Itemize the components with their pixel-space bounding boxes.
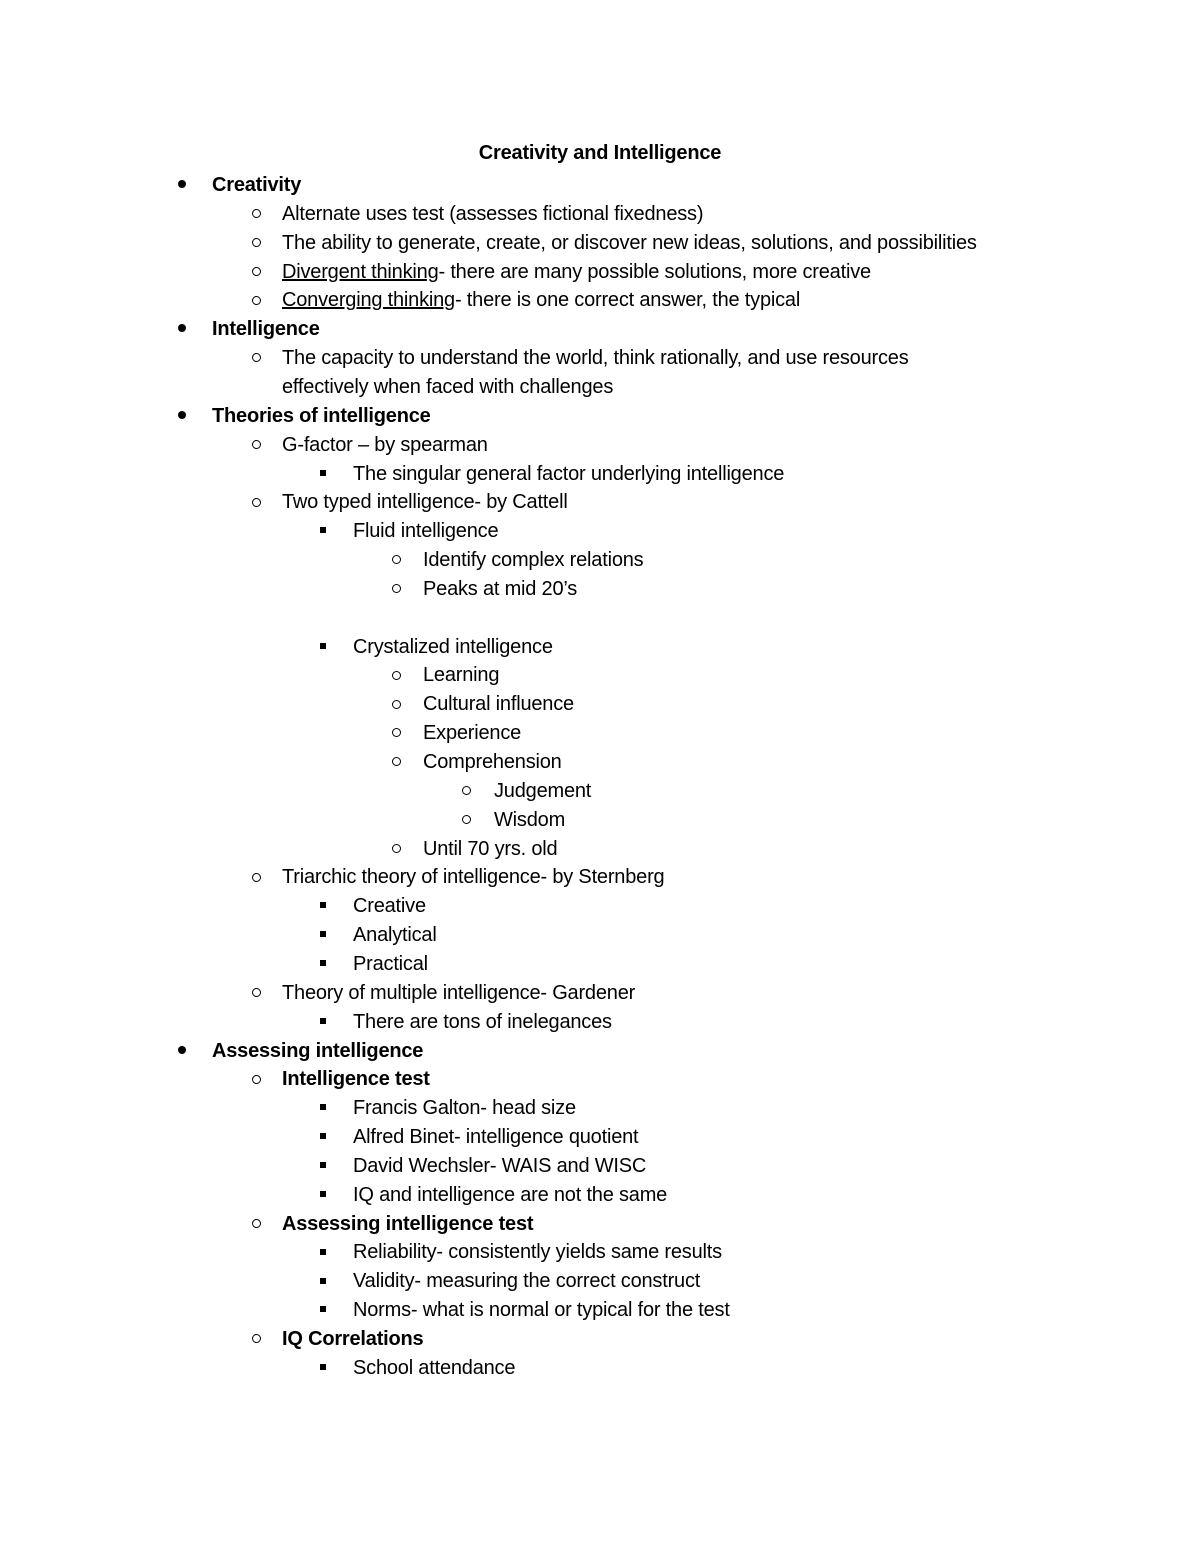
- list-item-text: [353, 1152, 646, 1181]
- bullet-dot-icon: [172, 1037, 192, 1066]
- bullet-square-icon: [313, 921, 333, 950]
- list-item-text: [353, 950, 428, 979]
- item-text: Cultural influence: [423, 693, 574, 716]
- item-text: Intelligence test: [282, 1068, 430, 1091]
- list-item: [0, 1008, 1200, 1037]
- list-item: [0, 690, 1200, 719]
- bullet-circle-icon: [246, 286, 266, 315]
- list-item-text: [282, 431, 488, 460]
- list-item-text: [282, 979, 635, 1008]
- list-item: [0, 517, 1200, 546]
- list-item: [0, 286, 1200, 315]
- list-item-text: [494, 806, 565, 835]
- item-text: Two typed intelligence- by Cattell: [282, 491, 568, 514]
- bullet-square-icon: [313, 892, 333, 921]
- list-item: [0, 1210, 1200, 1239]
- item-text: Analytical: [353, 924, 437, 947]
- list-item-text: [282, 488, 568, 517]
- list-item-text: [282, 1210, 533, 1239]
- list-item: [0, 777, 1200, 806]
- list-item: [0, 1037, 1200, 1066]
- list-item-text: [282, 344, 909, 373]
- item-text: The ability to generate, create, or discover new ideas, solutions, and possibilities: [282, 231, 977, 254]
- item-text: School attendance: [353, 1356, 516, 1379]
- item-text: Alfred Binet- intelligence quotient: [353, 1126, 639, 1149]
- list-item: [0, 460, 1200, 489]
- list-item-text: [353, 633, 553, 662]
- list-item: [0, 229, 1200, 258]
- list-item-text: [423, 835, 557, 864]
- item-text: IQ and intelligence are not the same: [353, 1183, 668, 1206]
- list-item-text: [423, 719, 521, 748]
- list-item-text: [353, 517, 498, 546]
- bullet-circle-icon: [246, 229, 266, 258]
- list-item-text: [423, 546, 643, 575]
- list-item: [0, 921, 1200, 950]
- bullet-circle-icon: [246, 1325, 266, 1354]
- bullet-circle-icon: [386, 575, 406, 604]
- item-text: Francis Galton- head size: [353, 1097, 576, 1120]
- bullet-square-icon: [313, 1296, 333, 1325]
- bullet-circle-icon: [386, 690, 406, 719]
- bullet-circle-icon: [246, 1210, 266, 1239]
- list-item: [0, 1238, 1200, 1267]
- list-item: [0, 1065, 1200, 1094]
- list-item-text: [423, 575, 577, 604]
- item-text: Learning: [423, 664, 500, 687]
- item-text: Wisdom: [494, 808, 566, 831]
- list-item-text: [212, 171, 301, 200]
- list-item: [0, 806, 1200, 835]
- document-title: Creativity and Intelligence: [478, 142, 722, 164]
- bullet-circle-icon: [456, 777, 476, 806]
- bullet-dot-icon: [172, 402, 192, 431]
- list-item-text: [423, 690, 574, 719]
- bullet-square-icon: [313, 633, 333, 662]
- list-item: [0, 402, 1200, 431]
- item-text: Experience: [423, 722, 522, 745]
- list-item: [0, 1354, 1200, 1383]
- bullet-square-icon: [313, 1008, 333, 1037]
- list-item-text: [282, 373, 613, 402]
- item-text: Creativity: [212, 174, 302, 196]
- list-item: [0, 1325, 1200, 1354]
- item-text: Intelligence: [212, 318, 320, 341]
- list-item-text: [212, 1037, 423, 1066]
- list-item: [0, 892, 1200, 921]
- list-item: [0, 604, 1200, 633]
- item-text: effectively when faced with challenges: [282, 375, 614, 398]
- item-text: Fluid intelligence: [353, 520, 499, 543]
- list-item: [0, 1152, 1200, 1181]
- list-item-text: [282, 229, 977, 258]
- list-item: [0, 546, 1200, 575]
- item-text: The singular general factor underlying intelligence: [353, 462, 785, 485]
- item-text: Assessing intelligence test: [282, 1212, 534, 1235]
- bullet-square-icon: [313, 1181, 333, 1210]
- list-item-text: [212, 402, 431, 431]
- list-item-text: [282, 286, 800, 315]
- list-item: [0, 575, 1200, 604]
- item-text: Identify complex relations: [423, 549, 644, 572]
- bullet-square-icon: [313, 950, 333, 979]
- bullet-square-icon: [313, 1094, 333, 1123]
- list-item: [0, 863, 1200, 892]
- item-text: Practical: [353, 952, 428, 975]
- list-item: [0, 1123, 1200, 1152]
- bullet-circle-icon: [246, 344, 266, 373]
- bullet-circle-icon: [386, 546, 406, 575]
- list-item: [0, 431, 1200, 460]
- bullet-square-icon: [313, 1123, 333, 1152]
- bullet-circle-icon: [386, 835, 406, 864]
- list-item: [0, 748, 1200, 777]
- bullet-circle-icon: [246, 258, 266, 287]
- list-item: [0, 1296, 1200, 1325]
- list-item-text: [353, 1267, 700, 1296]
- bullet-square-icon: [313, 460, 333, 489]
- list-item-text: [212, 315, 320, 344]
- list-item: [0, 1094, 1200, 1123]
- underlined-term: Divergent thinking: [282, 260, 439, 283]
- list-item-text: [282, 1065, 430, 1094]
- list-item: [0, 373, 1200, 402]
- bullet-square-icon: [313, 1238, 333, 1267]
- list-item: [0, 719, 1200, 748]
- list-item-text: [282, 258, 871, 287]
- bullet-circle-icon: [246, 979, 266, 1008]
- item-text: Triarchic theory of intelligence- by Sternberg: [282, 866, 665, 889]
- list-item: [0, 835, 1200, 864]
- item-text: Until 70 yrs. old: [423, 837, 558, 860]
- bullet-circle-icon: [246, 200, 266, 229]
- item-text: Theory of multiple intelligence- Gardener: [282, 981, 636, 1004]
- bullet-circle-icon: [386, 719, 406, 748]
- item-text: Crystalized intelligence: [353, 635, 553, 658]
- list-item: [0, 633, 1200, 662]
- item-text: The capacity to understand the world, think rationally, and use resources: [282, 347, 909, 370]
- list-item: [0, 950, 1200, 979]
- list-item-text: [282, 200, 703, 229]
- list-item: [0, 488, 1200, 517]
- list-item: [0, 661, 1200, 690]
- list-item-text: [353, 1123, 638, 1152]
- bullet-square-icon: [313, 1267, 333, 1296]
- list-item: [0, 258, 1200, 287]
- underlined-term: Converging thinking: [282, 289, 455, 312]
- item-text: There are tons of inelegances: [353, 1010, 612, 1033]
- list-item-text: [353, 1008, 612, 1037]
- list-item-text: [353, 1181, 667, 1210]
- list-item-text: [494, 777, 591, 806]
- item-text: - there is one correct answer, the typical: [454, 289, 801, 312]
- bullet-circle-icon: [456, 806, 476, 835]
- bullet-square-icon: [313, 1152, 333, 1181]
- list-item: [0, 1267, 1200, 1296]
- item-text: G-factor – by spearman: [282, 433, 488, 456]
- bullet-dot-icon: [172, 315, 192, 344]
- list-item-text: [353, 921, 437, 950]
- item-text: Assessing intelligence: [212, 1039, 424, 1062]
- list-item-text: [282, 863, 664, 892]
- list-item-text: [423, 661, 499, 690]
- list-item-text: [353, 1094, 576, 1123]
- bullet-circle-icon: [246, 863, 266, 892]
- item-text: Validity- measuring the correct construct: [353, 1270, 701, 1293]
- bullet-circle-icon: [246, 488, 266, 517]
- list-item: [0, 344, 1200, 373]
- item-text: Comprehension: [423, 751, 562, 773]
- list-item: [0, 1181, 1200, 1210]
- list-item-text: [353, 892, 426, 921]
- item-text: Peaks at mid 20’s: [423, 577, 578, 600]
- item-text: Theories of intelligence: [212, 404, 431, 427]
- list-item: [0, 979, 1200, 1008]
- list-item-text: [353, 460, 784, 489]
- list-item-text: [282, 1325, 423, 1354]
- item-text: - there are many possible solutions, more creative: [438, 260, 871, 283]
- item-text: Creative: [353, 895, 426, 918]
- item-text: Judgement: [494, 779, 592, 802]
- item-text: Alternate uses test (assesses fictional fixedness): [282, 202, 704, 225]
- item-text: IQ Correlations: [282, 1328, 424, 1350]
- bullet-square-icon: [313, 517, 333, 546]
- list-item-text: [353, 1296, 730, 1325]
- bullet-circle-icon: [386, 748, 406, 777]
- list-item: [0, 171, 1200, 200]
- item-text: Reliability- consistently yields same results: [353, 1241, 722, 1264]
- item-text: Norms- what is normal or typical for the test: [353, 1299, 730, 1322]
- list-item-text: [353, 1238, 722, 1267]
- bullet-dot-icon: [172, 171, 192, 200]
- list-item: [0, 200, 1200, 229]
- list-item: [0, 315, 1200, 344]
- bullet-circle-icon: [246, 1065, 266, 1094]
- bullet-circle-icon: [386, 661, 406, 690]
- bullet-square-icon: [313, 1354, 333, 1383]
- list-item-text: [423, 748, 562, 777]
- bullet-circle-icon: [246, 431, 266, 460]
- item-text: David Wechsler- WAIS and WISC: [353, 1154, 647, 1177]
- list-item-text: [353, 1354, 515, 1383]
